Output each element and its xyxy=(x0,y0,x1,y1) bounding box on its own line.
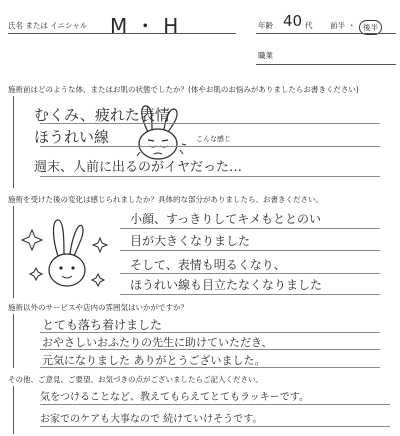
answer-line xyxy=(120,250,380,251)
answer-line xyxy=(40,404,390,405)
answer-after-line-2: 目が大きくなりました xyxy=(130,234,251,248)
section-service xyxy=(0,300,400,370)
name-label: 氏名 または イニシャル xyxy=(8,21,88,30)
answer-line xyxy=(40,349,380,350)
question-before: 施術前はどのような体、またはお肌の状態でしたか？(体やお肌のお悩みがありましたらお書きください) xyxy=(8,85,359,94)
header-frame xyxy=(0,0,400,70)
section-other xyxy=(0,372,400,436)
tired-face-drawing xyxy=(130,104,190,164)
age-unit: 代 xyxy=(305,21,313,30)
answer-after-line-3: そして、表情も明るくなり、 xyxy=(130,258,286,272)
answer-line xyxy=(40,332,380,333)
answer-after-line-1: 小顔、すっきりしてキメもととのい xyxy=(130,212,322,226)
name-underline xyxy=(8,33,236,34)
age-separator: ・ xyxy=(348,21,356,30)
job-label: 職業 xyxy=(258,51,273,60)
answer-bracket-before xyxy=(13,96,14,188)
answer-after-line-4: ほうれい線も目立たなくなりました xyxy=(130,278,323,292)
answer-line xyxy=(40,426,390,427)
name-value: M・H xyxy=(110,14,187,38)
age-early-option[interactable]: 前半 xyxy=(330,21,345,30)
answer-before-line-2: ほうれい線 xyxy=(34,128,110,146)
age-underline xyxy=(256,33,396,34)
question-other: その他、ご意見、ご要望、お気づきの点がございましたらご記入ください。 xyxy=(8,375,263,384)
job-underline xyxy=(256,64,396,65)
answer-other-line-1: 気をつけることなど、教えてもらえてとてもラッキーです。 xyxy=(40,392,309,403)
section-after xyxy=(0,190,400,302)
answer-bracket-service xyxy=(13,314,14,368)
answer-service-line-3: 元気になりました ありがとうございました。 xyxy=(42,354,266,367)
section-before xyxy=(0,76,400,194)
drawing-caption: こんな感じ xyxy=(196,135,231,143)
answer-line xyxy=(40,146,380,147)
answer-line xyxy=(40,123,380,124)
question-service: 施術以外のサービスや店内の雰囲気はいかがですか？ xyxy=(8,303,188,312)
answer-other-line-2: お家でのケアも大事なので 続けていけそうです。 xyxy=(40,414,263,425)
answer-bracket-other xyxy=(13,386,14,434)
answer-before-line-1: むくみ、疲れた表情 xyxy=(34,106,170,124)
answer-line xyxy=(120,228,380,229)
answer-line xyxy=(40,367,380,368)
answer-service-line-2: おやさしいおふたりの先生に助けていただき、 xyxy=(42,336,273,349)
answer-line xyxy=(40,176,380,177)
age-value: 40 xyxy=(283,12,303,30)
answer-before-line-3: 週末、人前に出るのがイヤだった… xyxy=(34,160,243,175)
age-label: 年齢 xyxy=(258,21,273,30)
answer-line xyxy=(120,273,380,274)
happy-bunny-drawing xyxy=(22,208,112,293)
answer-service-line-1: とても落ち着けました xyxy=(42,318,163,332)
question-after: 施術を受けた後の変化は感じられましたか？具体的な部分がありましたら、お書きください。 xyxy=(8,195,323,204)
answer-bracket-after xyxy=(13,206,14,298)
answer-line xyxy=(120,294,380,295)
age-late-option[interactable]: 後半 xyxy=(359,20,382,35)
